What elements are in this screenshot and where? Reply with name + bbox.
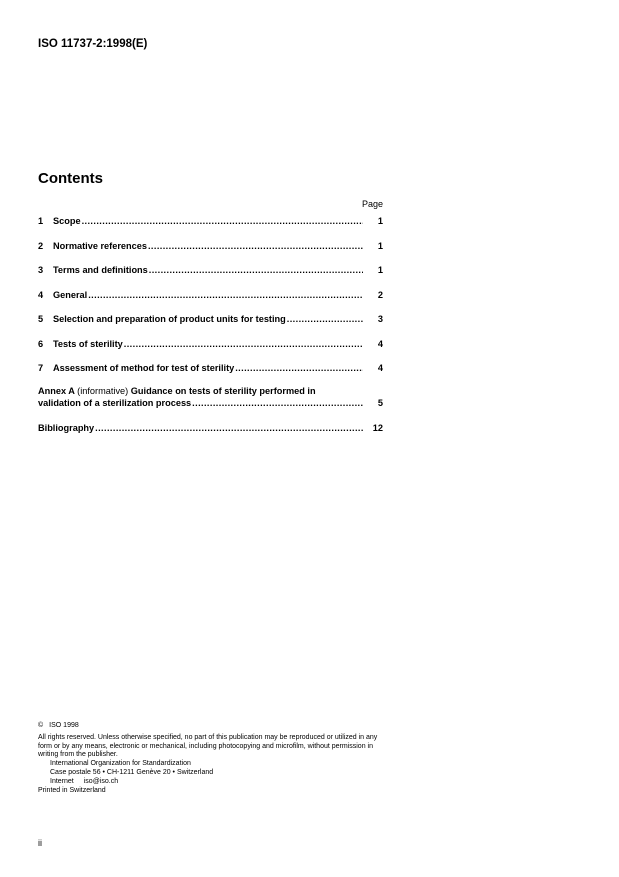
toc-entry[interactable] — [38, 239, 383, 264]
bibliography-page: 12 — [372, 422, 383, 433]
toc-entry-title: Terms and definitions — [53, 265, 148, 275]
toc-leader-dots — [149, 263, 363, 277]
toc-entry-title: Normative references — [53, 240, 147, 251]
internet-row — [38, 778, 388, 787]
toc-entry-page: 2 — [377, 289, 383, 300]
toc-leader-dots — [88, 288, 363, 302]
toc-leader-dots — [235, 361, 363, 375]
annex-title-line2: validation of a sterilization process — [38, 398, 192, 408]
copyright-footer — [38, 722, 388, 795]
page-number: ii — [38, 838, 42, 848]
toc-leader-dots — [82, 214, 363, 228]
copyright-icon: © — [38, 722, 44, 729]
org-address: Case postale 56 • CH-1211 Genève 20 • Switzerland — [50, 768, 214, 776]
toc-entry-page: 1 — [377, 240, 383, 251]
annex-page: 5 — [377, 398, 383, 408]
toc-entry-page: 1 — [377, 265, 383, 275]
copyright-line — [38, 722, 388, 731]
toc-entry[interactable] — [38, 263, 383, 288]
toc-entry-title: Assessment of method for test of sterility — [53, 363, 235, 373]
printed-in: Printed in Switzerland — [38, 786, 106, 794]
toc-entry[interactable] — [38, 288, 383, 313]
annex-type: (informative) — [77, 385, 129, 396]
toc-entry[interactable] — [38, 312, 383, 337]
toc-entry-number: 7 — [38, 363, 44, 373]
contents-heading: Contents — [38, 170, 103, 187]
toc-leader-dots — [192, 397, 363, 410]
toc-entry-title: Tests of sterility — [53, 338, 123, 349]
toc-entry[interactable] — [38, 361, 383, 386]
toc-entry-number: 4 — [38, 289, 44, 300]
rights-statement: All rights reserved. Unless otherwise specified, no part of this publication may be reproduced or utilized in any form or by any means, electronic or mechanical, including photocopying and microfilm, without permission in writing from the publisher. — [38, 733, 378, 759]
toc-entry-page: 4 — [377, 363, 383, 373]
toc-entry-title: Selection and preparation of product units for testing — [53, 314, 286, 324]
toc-entry-title: General — [53, 289, 88, 300]
bibliography-title: Bibliography — [38, 422, 95, 433]
toc-entry-title: Scope — [53, 216, 81, 226]
annex-title-line1: Guidance on tests of sterility performed in — [130, 385, 316, 396]
annex-label: Annex A — [38, 385, 75, 396]
internet-label: Internet — [50, 777, 74, 785]
toc-entry-number: 1 — [38, 216, 44, 226]
toc-bibliography-entry[interactable] — [38, 421, 383, 446]
toc-entry-page: 1 — [377, 216, 383, 226]
toc-entry-number: 5 — [38, 314, 44, 324]
annex-line-1 — [38, 385, 383, 398]
toc-leader-dots — [287, 312, 363, 326]
document-id: ISO 11737-2:1998(E) — [38, 38, 148, 50]
annex-line-2 — [38, 397, 383, 410]
toc-annex-entry[interactable] — [38, 385, 383, 421]
toc-entry-number: 6 — [38, 338, 44, 349]
toc-leader-dots — [95, 421, 363, 435]
internet-email[interactable]: iso@iso.ch — [83, 777, 119, 785]
toc-entry[interactable] — [38, 214, 383, 239]
page-column-label: Page — [361, 199, 383, 209]
toc-entry-page: 3 — [377, 314, 383, 324]
toc-entry-page: 4 — [377, 338, 383, 349]
table-of-contents — [38, 214, 383, 445]
toc-entry[interactable] — [38, 337, 383, 362]
toc-entry-number: 3 — [38, 265, 44, 275]
toc-entry-number: 2 — [38, 240, 44, 251]
toc-leader-dots — [124, 337, 363, 351]
toc-leader-dots — [148, 239, 363, 253]
copyright-text: ISO 1998 — [49, 722, 79, 729]
org-name: International Organization for Standardization — [50, 760, 191, 768]
